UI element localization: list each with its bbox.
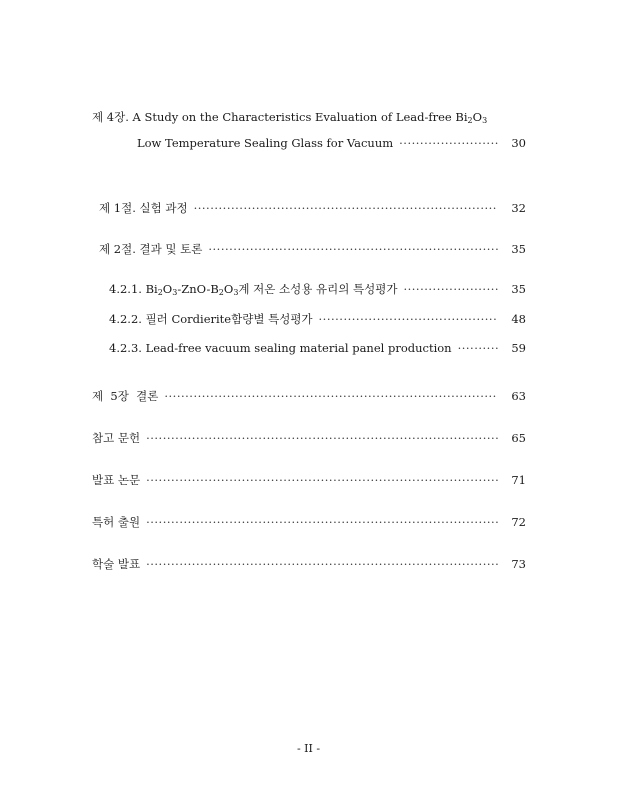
leader-dots [146,473,498,487]
label-sub: 2 [157,288,163,297]
toc-page-number: 32 [511,201,526,215]
leader-dots [164,389,498,403]
toc-chapter4-label-a: 제 4장. A Study on the Characteristics Evaluation of Lead-free Bi [92,110,468,124]
toc-entry [137,136,526,150]
toc-entry [109,312,526,326]
leader-dots [458,341,498,355]
toc-entry [92,515,526,529]
toc-entry-label: 발표 논문 [92,473,141,487]
toc-entry [109,282,526,296]
label-part: -ZnO-B [177,282,219,296]
label-part: 4.2.1. Bi [109,282,158,296]
toc-page-number: 72 [511,515,526,529]
leader-dots [403,282,498,296]
label-part: 계 저온 소성용 유리의 특성평가 [238,282,398,296]
leader-dots [208,242,498,256]
label-part: O [162,282,173,296]
toc-entry [99,242,526,256]
toc-entry [92,389,526,403]
toc-entry-label: 제 5장 결론 [92,389,159,403]
toc-entry-label: 제 2절. 결과 및 토론 [99,242,203,256]
toc-page-number: 35 [511,242,526,256]
toc-page-number: 48 [511,312,526,326]
toc-chapter4-label-b: O [472,110,483,124]
toc-entry-label [109,282,397,296]
toc-chapter4-sub2: 3 [482,116,488,125]
leader-dots [399,136,498,150]
toc-page-number: 65 [511,431,526,445]
toc-chapter4-sub1: 2 [467,116,473,125]
toc-entry [92,473,526,487]
toc-page-number: 73 [511,557,526,571]
toc-entry [109,341,526,355]
toc-page-number: 59 [511,341,526,355]
toc-entry-label: 제 1절. 실험 과정 [99,201,188,215]
toc-entry-label: Low Temperature Sealing Glass for Vacuum [137,136,394,150]
leader-dots [194,201,498,215]
leader-dots [146,557,498,571]
toc-page-number: 71 [511,473,526,487]
toc-entry [92,431,526,445]
toc-entry-label: 4.2.2. 필러 Cordierite함량별 특성평가 [109,312,313,326]
toc-page-number: 63 [511,389,526,403]
toc-entry-label: 특허 출원 [92,515,141,529]
label-sub: 3 [233,288,239,297]
toc-chapter4-title [92,110,487,124]
toc-entry-label: 참고 문헌 [92,431,141,445]
toc-page-number: 30 [511,136,526,150]
toc-entry [92,557,526,571]
page-footer: - II - [296,742,321,755]
toc-entry-label: 학술 발표 [92,557,141,571]
toc-page-number: 35 [511,282,526,296]
toc-entry-label: 4.2.3. Lead-free vacuum sealing material panel production [109,341,452,355]
label-part: O [223,282,234,296]
label-sub: 3 [172,288,178,297]
toc-entry [99,201,526,215]
leader-dots [319,312,498,326]
label-sub: 2 [218,288,224,297]
leader-dots [146,515,498,529]
leader-dots [146,431,498,445]
